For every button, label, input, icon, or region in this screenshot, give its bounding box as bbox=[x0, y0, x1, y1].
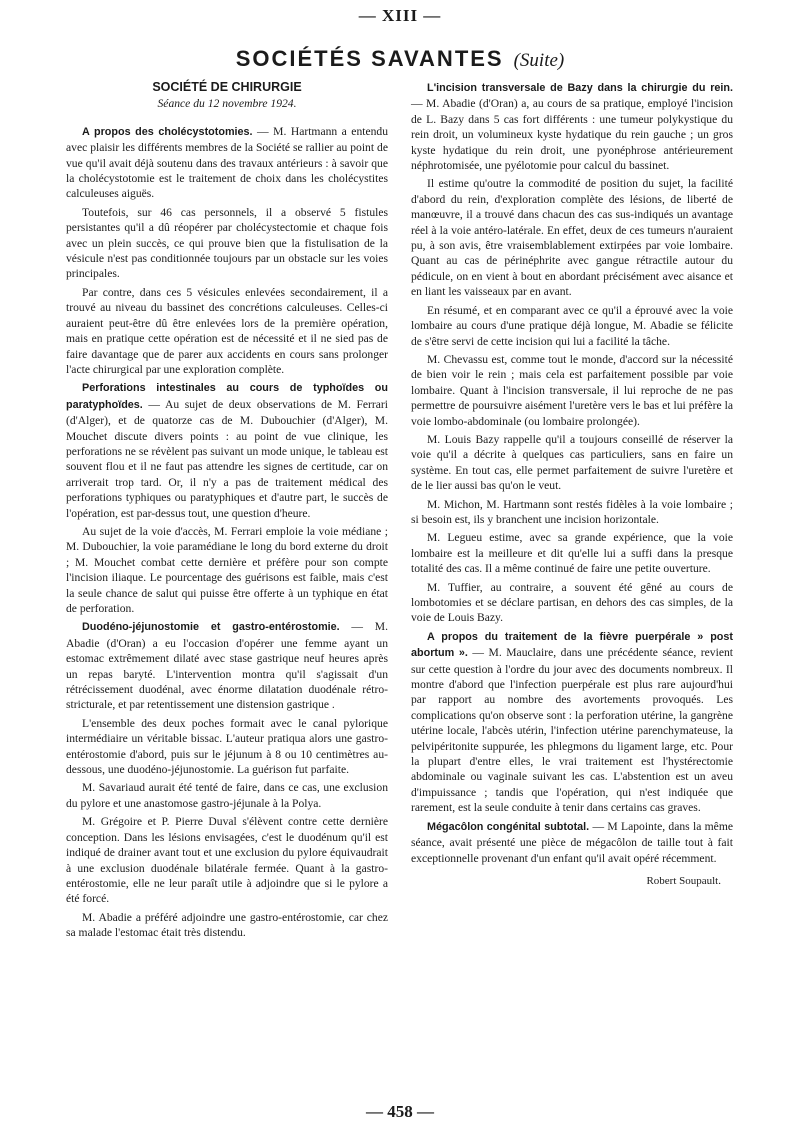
article-text: — M. Hartmann a entendu avec plaisir les différents membres de la Société se rallier au point de vue qu'il avait déjà soutenu dans des travaux antérieurs : à savoir que la cholécystotomie est le traitement de choix dans les cholécystites calculeuses aiguës. bbox=[66, 124, 388, 201]
article-paragraph: M. Louis Bazy rappelle qu'il a toujours conseillé de réserver la voie qu'il a décrite à quelques cas particuliers, sans en faire un système. En tout cas, elle permet parfaitement de suivre l'uretère et de le lier aussi bas qu'on le veut. bbox=[411, 432, 733, 493]
article-text: — Au sujet de deux observations de M. Ferrari (d'Alger), et de quatorze cas de M. Dubouchier (d'Alger), M. Mouchet discute divers points : au point de vue clinique, les perforations ne se révèlent pas suivant un mode unique, le tableau est souvent flou et il ne faut pas attendre les signes de certitude, car on arriverait trop tard. Or, il n'y a pas de traitement médical des perforations typhiques ou paratyphiques et d'autre part, le succès de l'opération, est par-dessus tout, une question d'heure. bbox=[66, 397, 388, 520]
section-date: Séance du 12 novembre 1924. bbox=[157, 97, 297, 111]
article-paragraph: M. Chevassu est, comme tout le monde, d'accord sur la nécessité de bien voir le rein ; mais cela est parfaitement possible par voie lombaire. Quant à l'incision transversale, il lui reproche de ne pas permettre de poursuivre aisément l'uretère vers le bas et lui préfère la voie lombo-abdominale (ou lombaire prolongée). bbox=[411, 352, 733, 428]
article-paragraph: M. Savariaud aurait été tenté de faire, dans ce cas, une exclusion du pylore et une anastomose gastro-jéjunale à la Polya. bbox=[66, 781, 388, 810]
author-signature: Robert Soupault. bbox=[646, 874, 721, 887]
right-column bbox=[411, 80, 733, 892]
article-heading: Duodéno-jéjunostomie et gastro-entérostomie. bbox=[82, 621, 340, 634]
article-heading: A propos du traitement de la fièvre puerpérale » post abortum ». bbox=[411, 630, 733, 660]
article-paragraph: M. Abadie a préféré adjoindre une gastro-entérostomie, car chez sa malade l'estomac était très distendu. bbox=[66, 910, 388, 940]
left-column bbox=[66, 80, 388, 944]
main-title-suite: (Suite) bbox=[513, 50, 565, 71]
article-paragraph: M. Tuffier, au contraire, a souvent été gêné au cours de lombotomies et se déclare partisan, en dehors des cas simples, de la voie de Louis Bazy. bbox=[411, 580, 733, 625]
article-paragraph bbox=[66, 380, 388, 521]
article-paragraph: L'ensemble des deux poches formait avec le canal pylorique intermédiaire un véritable bissac. L'auteur pratiqua alors une gastro-entérostomie d'abord, puis sur le jéjunum à 8 ou 10 centimètres au-dessous, une duodéno-jéjunostomie. La guérison fut parfaite. bbox=[66, 716, 388, 777]
article-heading: Mégacôlon congénital subtotal. bbox=[427, 820, 590, 833]
article-paragraph: Au sujet de la voie d'accès, M. Ferrari emploie la voie médiane ; M. Dubouchier, la voie paramédiane le long du bord externe du droit ; M. Mouchet combat cette dernière et préfère pour son compte l'incision iliaque. Le pourcentage des guérisons est faible, mais c'est la seule chance de salut qui puisse être offerte à un typhique en état de perforation. bbox=[66, 524, 388, 615]
article-paragraph bbox=[411, 629, 733, 816]
article-paragraph: M. Legueu estime, avec sa grande expérience, que la voie lombaire est la meilleure et dit qu'elle lui a suffi dans la presque totalité des cas. Il a même continué de faire une petite ouverture. bbox=[411, 531, 733, 576]
article-paragraph: Il estime qu'outre la commodité de position du sujet, la facilité d'abord du rein, d'exploration complète des lésions, de liberté de manœuvre, il a trouvé dans chacun des cas sus-indiqués un avantage réel à la voie antéro-latérale. En effet, deux de ces tumeurs n'auraient pu, à son avis, être vraisemblablement extirpées par voie lombaire. Quant au cas de périnéphrite avec gangue rétractile autour du pédicule, on en vient à bout en abordant précisément avec aisance et en liant les vaisseaux par en avant. bbox=[411, 177, 733, 299]
article-paragraph: En résumé, et en comparant avec ce qu'il a éprouvé avec la voie lombaire au cours d'une pratique déjà longue, M. Abadie se félicite de s'être servi de cette incision qui lui a facilité la tâche. bbox=[411, 303, 733, 348]
article-heading: L'incision transversale de Bazy dans la chirurgie du rein. bbox=[427, 82, 733, 94]
section-heading: SOCIÉTÉ DE CHIRURGIE bbox=[152, 80, 302, 94]
article-text: — M Lapointe, dans la même séance, avait présenté une pièce de mégacôlon de taille tout à fait exceptionnelle provenant d'un enfant qu'il avait opéré récemment. bbox=[411, 819, 733, 865]
article-paragraph bbox=[411, 819, 733, 866]
article-paragraph bbox=[411, 80, 733, 173]
page-header-marker: — XIII — bbox=[358, 6, 442, 25]
article-paragraph bbox=[66, 124, 388, 202]
article-text: — M. Mauclaire, dans une précédente séance, revient sur cette question à l'ordre du jour avec des documents nombreux. Il montre d'abord que l'infection puerpérale est plus rare aujourd'hui par rapport au nombre des avortements provoqués. Les complications qu'on observe sont : la perforation utérine, la gangrène utérine locale, l'abcès utérin, l'infection utérine parenchymateuse, la pelvipéritonite suppurée, les phlegmons du ligament large, etc. Pour la plupart d'entre elles, le vrai traitement est l'hystérectomie abdominale ou vaginale suivant les cas. L'abstention est un aveu d'impuissance ; tandis que l'opération, qui n'est indiquée que rarement, est la seule conduite à tenir dans certains cas graves. bbox=[411, 646, 733, 815]
article-paragraph: Par contre, dans ces 5 vésicules enlevées secondairement, il a trouvé au niveau du bassinet des concrétions calculeuses. Celles-ci auraient peut-être dû être enlevées lors de la première opération, mais en pratique cette opération est de nécessité et il ne sied pas de faire davantage que de parer aux accidents en cours sans prolonger l'acte chirurgical par une exploration complète. bbox=[66, 285, 388, 376]
main-title-text: SOCIÉTÉS SAVANTES bbox=[235, 46, 504, 71]
article-text: — M. Abadie (d'Oran) a, au cours de sa pratique, employé l'incision de L. Bazy dans 5 cas fort différents : une tumeur polykystique du rein droit, un volumineux kyste hydatique du rein gauche ; un gros kyste hydatique du rein droit, une pyonéphrose antérieurement néphrotomisée, une pyélotomie pour calcul du bassinet. bbox=[411, 97, 733, 173]
article-paragraph: Toutefois, sur 46 cas personnels, il a observé 5 fistules persistantes qu'il a dû réopérer par cholécystectomie et chaque fois avec un plein succès, ce qui prouve bien que la fistulisation de la vésicule n'est pas conditionnée toujours par un obstacle sur les voies principales. bbox=[66, 205, 388, 281]
article-heading: Perforations intestinales au cours de typhoïdes ou paratyphoïdes. bbox=[66, 382, 388, 411]
article-paragraph: M. Michon, M. Hartmann sont restés fidèles à la voie lombaire ; si besoin est, ils y branchent une incision horizontale. bbox=[411, 497, 733, 526]
article-paragraph: M. Grégoire et P. Pierre Duval s'élèvent contre cette dernière conception. Dans les lésions envisagées, c'est le duodénum qu'il est indiqué de drainer avant tout et une exclusion du pylore équivaudrait à une exclusion duodénale bilatérale fermée. Quant à la gastro-entérostomie, elle ne leur paraît utile à adjoindre que si le pylore a été forcé. bbox=[66, 815, 388, 906]
article-text: — M. Abadie (d'Oran) a eu l'occasion d'opérer une femme ayant un estomac extrêmement dilaté avec stase gastrique neuf heures après un repas baryté. L'intervention montra qu'il s'agissait d'un rétrécissement duodénal, avec énorme dilatation duodénale rétro-stricturale, et par retentissement une distension gastrique . bbox=[66, 620, 388, 712]
main-title bbox=[0, 46, 800, 72]
article-heading: A propos des cholécystotomies. bbox=[82, 125, 253, 138]
page-number: — 458 — bbox=[366, 1102, 434, 1121]
article-paragraph bbox=[66, 619, 388, 712]
